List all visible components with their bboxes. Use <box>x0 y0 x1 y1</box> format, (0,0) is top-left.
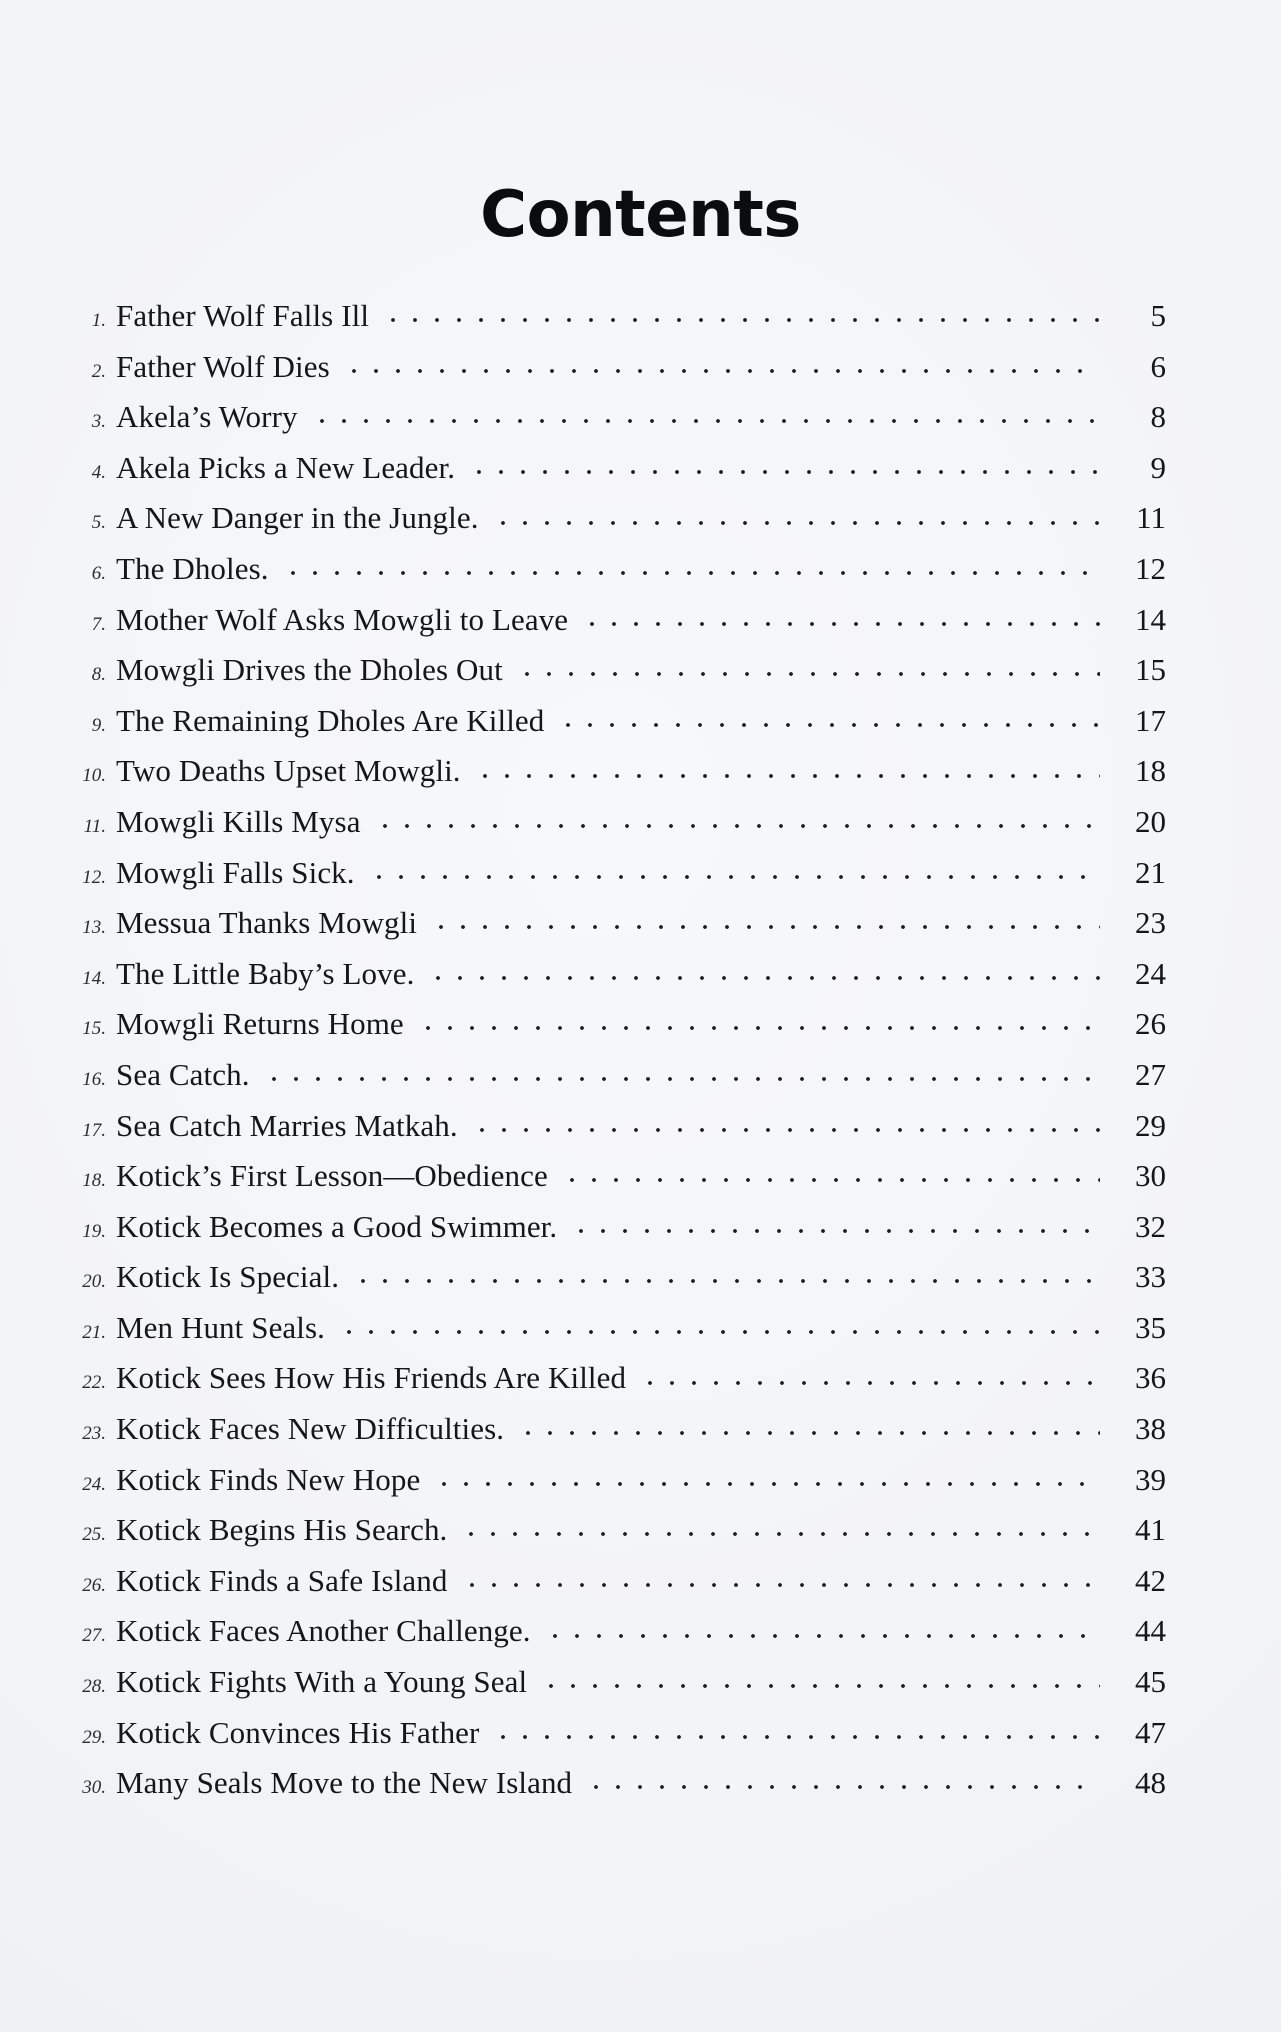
toc-entry-title: A New Danger in the Jungle. <box>116 500 479 536</box>
toc-entry[interactable] <box>0 803 1281 857</box>
toc-entry-title: Akela’s Worry <box>116 399 298 435</box>
toc-entry[interactable] <box>0 907 1281 958</box>
toc-entry-number: 29. <box>82 1726 106 1748</box>
toc-entry-title: Kotick Faces New Difficulties. <box>116 1411 505 1447</box>
toc-entry-title: Kotick Finds a Safe Island <box>116 1562 448 1598</box>
toc-entry[interactable] <box>0 1208 1281 1262</box>
toc-entry[interactable] <box>0 1107 1281 1161</box>
toc-entry[interactable] <box>0 348 1281 402</box>
toc-entry-title: Kotick Sees How His Friends Are Killed <box>116 1360 627 1396</box>
toc-entry-page-number: 30 <box>1135 1158 1166 1194</box>
toc-entry-title: Mowgli Kills Mysa <box>116 803 361 839</box>
toc-entry-page-number: 35 <box>1135 1309 1166 1345</box>
toc-dot-leader <box>585 1777 1100 1793</box>
toc-entry-number: 3. <box>91 411 106 433</box>
toc-entry-number: 5. <box>91 512 106 534</box>
toc-entry-number: 10. <box>82 765 106 787</box>
toc-entry[interactable] <box>0 401 1281 452</box>
toc-dot-leader <box>263 1069 1100 1085</box>
toc-entry-page-number: 24 <box>1135 955 1166 991</box>
toc-entry[interactable] <box>0 1461 1281 1515</box>
toc-dot-leader <box>468 462 1100 478</box>
toc-dot-leader <box>282 563 1100 579</box>
toc-entry-number: 6. <box>91 562 106 584</box>
toc-entry-title: Many Seals Move to the New Island <box>116 1765 573 1801</box>
toc-dot-leader <box>570 1221 1100 1237</box>
toc-entry-number: 15. <box>82 1018 106 1040</box>
toc-dot-leader <box>471 1120 1100 1136</box>
toc-dot-leader <box>557 715 1100 731</box>
toc-entry-page-number: 6 <box>1150 348 1166 384</box>
toc-entry-title: Mother Wolf Asks Mowgli to Leave <box>116 601 569 637</box>
toc-dot-leader <box>417 1018 1100 1034</box>
toc-entry-number: 19. <box>82 1220 106 1242</box>
toc-entry-page-number: 36 <box>1135 1360 1166 1396</box>
toc-dot-leader <box>461 1575 1101 1591</box>
toc-entry-page-number: 33 <box>1135 1259 1166 1295</box>
toc-entry-number: 2. <box>91 360 106 382</box>
toc-entry-page-number: 9 <box>1150 449 1166 485</box>
toc-entry-number: 28. <box>82 1676 106 1698</box>
toc-entry-title: Akela Picks a New Leader. <box>116 449 456 485</box>
toc-entry-title: Two Deaths Upset Mowgli. <box>116 753 461 789</box>
toc-entry-page-number: 38 <box>1135 1411 1166 1447</box>
toc-dot-leader <box>343 361 1100 377</box>
toc-dot-leader <box>460 1524 1100 1540</box>
toc-entry-title: Sea Catch. <box>116 1056 250 1092</box>
toc-entry-page-number: 20 <box>1135 803 1166 839</box>
toc-entry-number: 20. <box>82 1271 106 1293</box>
toc-dot-leader <box>492 512 1100 528</box>
toc-entry[interactable] <box>0 1056 1281 1110</box>
toc-entry-title: Father Wolf Falls Ill <box>116 298 370 333</box>
toc-entry-title: Kotick’s First Lesson—Obedience <box>116 1158 548 1194</box>
toc-entry-title: Kotick Fights With a Young Seal <box>116 1664 528 1700</box>
toc-entry-page-number: 21 <box>1135 854 1166 890</box>
toc-entry-title: Father Wolf Dies <box>116 348 330 384</box>
toc-entry-page-number: 26 <box>1135 1006 1166 1042</box>
toc-entry-number: 21. <box>82 1321 106 1343</box>
toc-entry[interactable] <box>0 854 1281 908</box>
toc-entry-page-number: 44 <box>1135 1613 1166 1649</box>
toc-dot-leader <box>433 1474 1100 1490</box>
toc-entry-number: 17. <box>82 1119 106 1141</box>
toc-entry-page-number: 15 <box>1135 652 1166 688</box>
toc-entry-page-number: 17 <box>1135 702 1166 738</box>
toc-entry[interactable] <box>0 550 1281 604</box>
toc-entry[interactable] <box>0 1514 1281 1565</box>
toc-dot-leader <box>427 968 1100 984</box>
toc-entry-page-number: 32 <box>1135 1208 1166 1244</box>
toc-entry-title: Messua Thanks Mowgli <box>116 905 418 941</box>
toc-entry-page-number: 48 <box>1135 1765 1166 1801</box>
toc-entry-title: The Little Baby’s Love. <box>116 955 415 991</box>
toc-entry-page-number: 18 <box>1135 753 1166 789</box>
toc-entry-title: Mowgli Falls Sick. <box>116 854 355 890</box>
toc-entry-number: 12. <box>82 866 106 888</box>
toc-entry-number: 16. <box>82 1068 106 1090</box>
toc-entry-number: 1. <box>91 310 106 331</box>
toc-entry-page-number: 23 <box>1135 905 1166 941</box>
toc-dot-leader <box>374 816 1100 832</box>
toc-entry-page-number: 29 <box>1135 1107 1166 1143</box>
toc-entry[interactable] <box>0 1666 1281 1717</box>
toc-entry-number: 18. <box>82 1170 106 1192</box>
toc-entry-title: Kotick Begins His Search. <box>116 1512 448 1548</box>
toc-entry-number: 4. <box>91 461 106 483</box>
toc-entry[interactable] <box>0 601 1281 655</box>
toc-entry-title: Mowgli Returns Home <box>116 1006 404 1042</box>
toc-entry-page-number: 42 <box>1135 1562 1166 1598</box>
toc-entry-page-number: 12 <box>1135 550 1166 586</box>
toc-dot-leader <box>581 614 1100 630</box>
toc-entry-page-number: 39 <box>1135 1461 1166 1497</box>
toc-entry[interactable] <box>0 1309 1281 1363</box>
toc-entry-number: 9. <box>91 714 106 736</box>
toc-dot-leader <box>430 917 1100 933</box>
toc-entry-number: 14. <box>82 967 106 989</box>
toc-entry-number: 7. <box>91 613 106 635</box>
toc-entry[interactable] <box>0 502 1281 553</box>
toc-entry[interactable] <box>0 1714 1281 1768</box>
toc-dot-leader <box>311 411 1100 427</box>
toc-entry-page-number: 14 <box>1135 601 1166 637</box>
toc-entry-title: The Remaining Dholes Are Killed <box>116 702 545 738</box>
toc-entry[interactable] <box>0 1261 1281 1312</box>
toc-entry-title: Men Hunt Seals. <box>116 1309 326 1345</box>
toc-entry[interactable] <box>0 1160 1281 1211</box>
toc-entry[interactable] <box>0 955 1281 1009</box>
toc-entry[interactable] <box>0 702 1281 756</box>
toc-entry-page-number: 45 <box>1135 1664 1166 1700</box>
table-of-contents-list <box>0 300 1281 1818</box>
toc-entry-title: Kotick Becomes a Good Swimmer. <box>116 1208 558 1244</box>
toc-entry-title: Kotick Is Special. <box>116 1259 340 1295</box>
toc-entry-number: 22. <box>82 1372 106 1394</box>
page-title: Contents <box>480 178 801 252</box>
toc-dot-leader <box>517 1423 1100 1439</box>
toc-entry[interactable] <box>0 1008 1281 1059</box>
toc-entry[interactable] <box>0 1413 1281 1464</box>
toc-entry-title: Mowgli Drives the Dholes Out <box>116 652 503 688</box>
toc-entry-number: 26. <box>82 1574 106 1596</box>
toc-entry-page-number: 27 <box>1135 1056 1166 1092</box>
toc-dot-leader <box>544 1625 1100 1641</box>
toc-entry-number: 24. <box>82 1473 106 1495</box>
toc-entry-page-number: 11 <box>1136 500 1166 536</box>
toc-entry[interactable] <box>0 755 1281 806</box>
toc-entry-number: 25. <box>82 1524 106 1546</box>
toc-dot-leader <box>338 1322 1100 1338</box>
toc-dot-leader <box>382 310 1100 326</box>
toc-dot-leader <box>492 1727 1100 1743</box>
toc-entry-number: 13. <box>82 917 106 939</box>
toc-dot-leader <box>474 765 1100 781</box>
toc-entry-number: 23. <box>82 1423 106 1445</box>
toc-entry-page-number: 8 <box>1150 399 1166 435</box>
toc-entry-title: Kotick Faces Another Challenge. <box>116 1613 531 1649</box>
toc-entry[interactable] <box>0 1767 1281 1818</box>
toc-entry-title: Sea Catch Marries Matkah. <box>116 1107 458 1143</box>
toc-entry-number: 30. <box>82 1777 106 1799</box>
toc-dot-leader <box>516 664 1100 680</box>
toc-entry-page-number: 47 <box>1135 1714 1166 1750</box>
toc-entry-number: 11. <box>83 815 106 837</box>
toc-dot-leader <box>368 867 1100 883</box>
toc-entry[interactable] <box>0 1362 1281 1413</box>
toc-entry-title: The Dholes. <box>116 550 269 586</box>
toc-entry[interactable] <box>0 1562 1281 1616</box>
toc-entry[interactable] <box>0 449 1281 503</box>
toc-entry[interactable] <box>0 654 1281 705</box>
toc-entry-title: Kotick Convinces His Father <box>116 1714 480 1750</box>
toc-entry-number: 27. <box>82 1625 106 1647</box>
toc-dot-leader <box>540 1676 1100 1692</box>
toc-entry-title: Kotick Finds New Hope <box>116 1461 421 1497</box>
toc-entry[interactable] <box>0 300 1281 351</box>
toc-entry[interactable] <box>0 1615 1281 1666</box>
toc-entry-page-number: 5 <box>1150 298 1166 333</box>
toc-dot-leader <box>352 1271 1100 1287</box>
toc-entry-number: 8. <box>91 664 106 686</box>
toc-dot-leader <box>639 1372 1100 1388</box>
toc-entry-page-number: 41 <box>1135 1512 1166 1548</box>
toc-dot-leader <box>561 1170 1100 1186</box>
